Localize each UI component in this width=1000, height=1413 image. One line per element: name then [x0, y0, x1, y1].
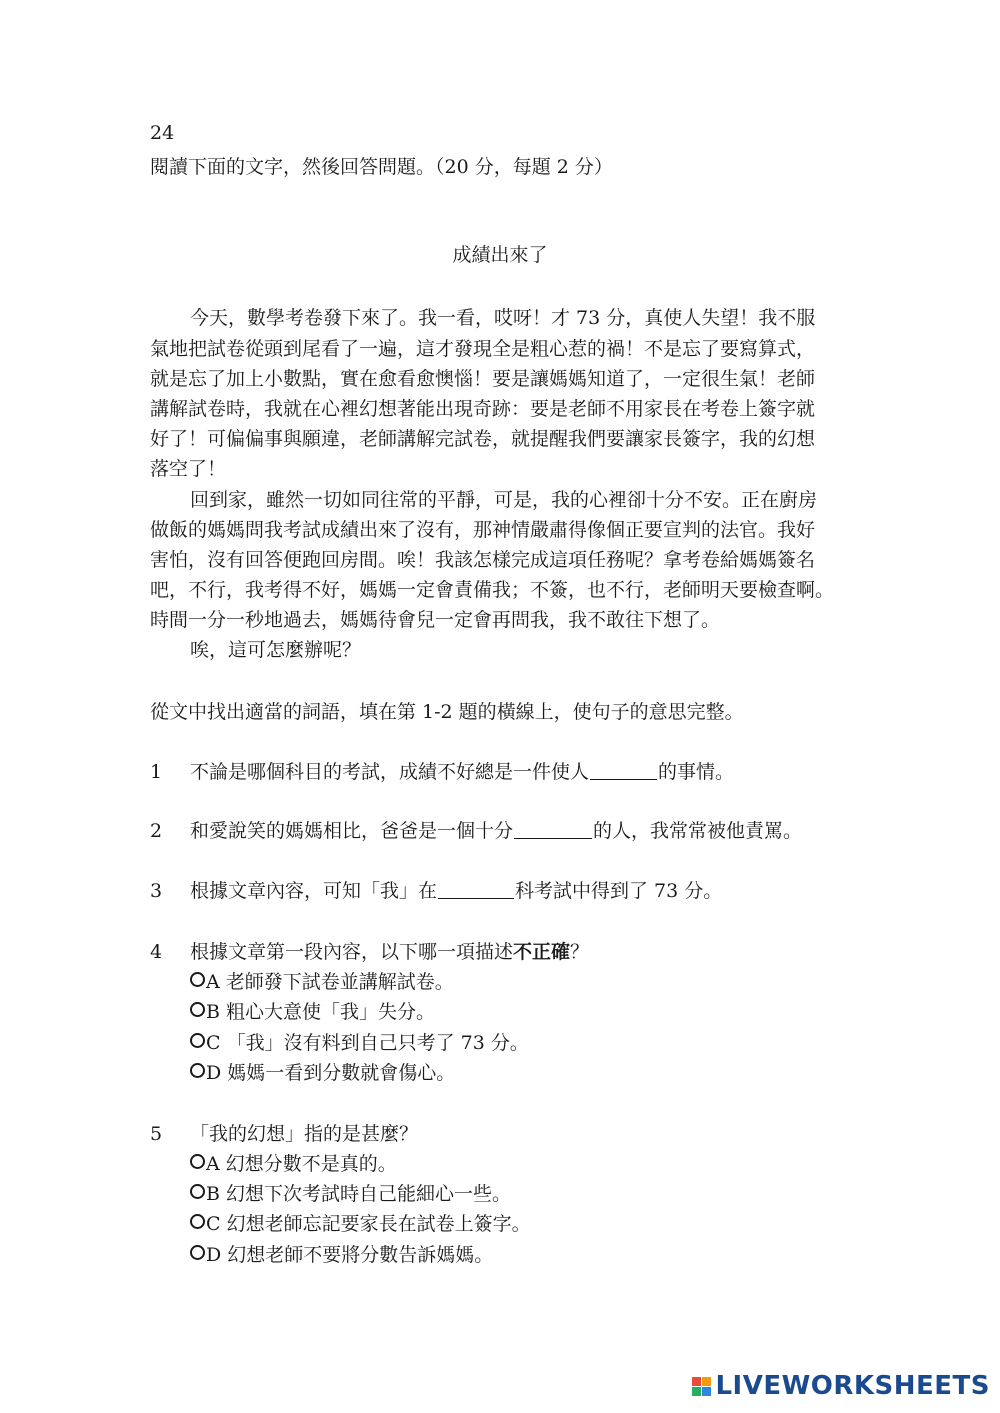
question-number: 5 [150, 1123, 163, 1145]
option-letter: B [206, 1001, 220, 1023]
passage-line: 時間一分一秒地過去，媽媽待會兒一定會再問我，我不敢往下想了。 [150, 609, 721, 631]
option-5c[interactable] [190, 1209, 531, 1239]
question-text: ？ [570, 941, 590, 963]
option-text: 媽媽一看到分數就會傷心。 [227, 1062, 456, 1084]
option-4d[interactable] [190, 1058, 455, 1088]
option-5d[interactable] [190, 1240, 493, 1270]
passage-line: 吧，不行，我考得不好，媽媽一定會責備我；不簽，也不行，老師明天要檢查啊。 [150, 579, 835, 601]
radio-icon[interactable] [190, 1002, 205, 1017]
passage-line: 好了！可偏偏事與願違，老師講解完試卷，就提醒我們要讓家長簽字，我的幻想 [150, 428, 816, 450]
passage-line: 就是忘了加上小數點，實在愈看愈懊惱！要是讓媽媽知道了，一定很生氣！老師 [150, 368, 816, 390]
passage-line: 落空了！ [150, 458, 227, 480]
question-number: 1 [150, 761, 163, 783]
radio-icon[interactable] [190, 1214, 205, 1229]
passage-line: 唉，這可怎麼辦呢？ [190, 639, 362, 661]
page-number: 24 [150, 122, 175, 144]
option-text: 幻想老師不要將分數告訴媽媽。 [227, 1244, 494, 1266]
radio-icon[interactable] [190, 1033, 205, 1048]
question-1 [190, 757, 734, 787]
option-letter: D [206, 1062, 222, 1084]
option-letter: C [206, 1213, 221, 1235]
question-text: 不論是哪個科目的考試，成績不好總是一件使人 [190, 761, 590, 783]
option-text: 幻想下次考試時自己能細心一些。 [226, 1183, 512, 1205]
passage-line: 今天，數學考卷發下來了。我一看，哎呀！才 73 分，真使人失望！我不服 [190, 307, 816, 329]
question-number: 3 [150, 880, 163, 902]
passage-line: 害怕，沒有回答便跑回房間。唉！我該怎樣完成這項任務呢？拿考卷給媽媽簽名 [150, 549, 816, 571]
question-text: 根據文章第一段內容，以下哪一項描述 [190, 941, 514, 963]
option-letter: D [206, 1244, 222, 1266]
liveworksheets-logo-icon [692, 1377, 711, 1396]
question-5-prompt: 「我的幻想」指的是甚麼？ [190, 1123, 419, 1145]
question-text: 和愛說笑的媽媽相比，爸爸是一個十分 [190, 820, 514, 842]
question-number: 2 [150, 820, 163, 842]
passage-line: 氣地把試卷從頭到尾看了一遍，這才發現全是粗心惹的禍！不是忘了要寫算式， [150, 338, 816, 360]
option-4b[interactable] [190, 997, 435, 1027]
option-5a[interactable] [190, 1149, 397, 1179]
passage-line: 回到家，雖然一切如同往常的平靜，可是，我的心裡卻十分不安。正在廚房 [190, 489, 818, 511]
answer-blank-2[interactable] [514, 819, 592, 839]
question-3 [190, 876, 722, 906]
option-5b[interactable] [190, 1179, 511, 1209]
radio-icon[interactable] [190, 972, 205, 987]
option-4c[interactable] [190, 1028, 529, 1058]
option-letter: C [206, 1032, 221, 1054]
option-text: 幻想分數不是真的。 [225, 1153, 397, 1175]
instructions: 閱讀下面的文字，然後回答問題。（20 分，每題 2 分） [150, 156, 613, 178]
radio-icon[interactable] [190, 1063, 205, 1078]
answer-blank-1[interactable] [590, 760, 657, 780]
question-2 [190, 816, 802, 846]
liveworksheets-watermark [692, 1371, 990, 1401]
question-number: 4 [150, 941, 163, 963]
option-letter: B [206, 1183, 220, 1205]
question-text: 的人，我常常被他責罵。 [593, 820, 803, 842]
passage-line: 做飯的媽媽問我考試成績出來了沒有，那神情嚴肅得像個正要宣判的法官。我好 [150, 519, 816, 541]
section-instruction: 從文中找出適當的詞語，填在第 1-2 題的橫線上，使句子的意思完整。 [150, 701, 744, 723]
radio-icon[interactable] [190, 1154, 205, 1169]
question-text: 科考試中得到了 73 分。 [515, 880, 723, 902]
watermark-text: LIVEWORKSHEETS [715, 1371, 990, 1401]
option-letter: A [206, 971, 220, 993]
option-text: 老師發下試卷並講解試卷。 [225, 971, 454, 993]
emphasis-text: 不正確 [513, 941, 571, 963]
answer-blank-3[interactable] [438, 879, 514, 899]
option-text: 粗心大意使「我」失分。 [226, 1001, 436, 1023]
option-text: 「我」沒有料到自己只考了 73 分。 [226, 1032, 529, 1054]
option-text: 幻想老師忘記要家長在試卷上簽字。 [226, 1213, 531, 1235]
radio-icon[interactable] [190, 1245, 205, 1260]
question-text: 的事情。 [658, 761, 735, 783]
option-4a[interactable] [190, 967, 454, 997]
option-letter: A [206, 1153, 220, 1175]
question-text: 根據文章內容，可知「我」在 [190, 880, 438, 902]
question-4-prompt [190, 937, 589, 967]
radio-icon[interactable] [190, 1184, 205, 1199]
passage-line: 講解試卷時，我就在心裡幻想著能出現奇跡：要是老師不用家長在考卷上簽字就 [150, 398, 816, 420]
passage-title: 成績出來了 [452, 244, 548, 266]
